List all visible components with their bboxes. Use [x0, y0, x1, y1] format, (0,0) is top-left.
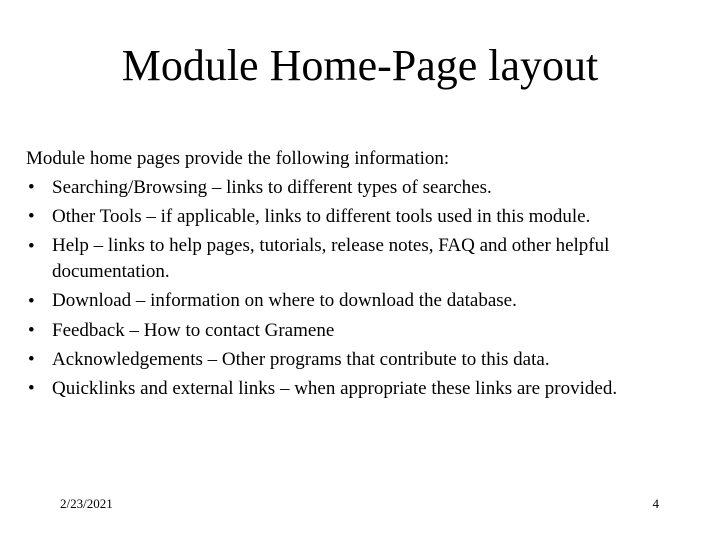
slide-body: [26, 144, 706, 404]
bullet-text: Quicklinks and external links – when appropriate these links are provided.: [52, 378, 618, 399]
list-item: [26, 316, 706, 345]
bullet-text: Feedback – How to contact Gramene: [52, 319, 335, 341]
list-item: [26, 173, 706, 202]
bullet-icon: •: [28, 235, 35, 257]
bullet-icon: •: [28, 320, 35, 341]
list-item: [26, 202, 706, 231]
bullet-icon: •: [28, 177, 35, 199]
intro-text: Module home pages provide the following information:: [26, 148, 450, 169]
footer-date: 2/23/2021: [60, 496, 113, 511]
bullet-list: [26, 173, 706, 403]
bullet-icon: •: [28, 290, 35, 312]
bullet-text: Acknowledgements – Other programs that contribute to this data.: [52, 348, 550, 370]
bullet-text: Searching/Browsing – links to different types of searches.: [52, 176, 492, 198]
list-item: [26, 374, 706, 403]
list-item: [26, 232, 706, 287]
page-number: 4: [652, 496, 659, 511]
bullet-text: Other Tools – if applicable, links to different tools used in this module.: [52, 206, 591, 227]
bullet-icon: •: [28, 206, 35, 228]
list-item: [26, 345, 706, 374]
bullet-text: Download – information on where to download the database.: [52, 290, 517, 312]
bullet-icon: •: [28, 378, 35, 400]
slide-title: Module Home-Page layout: [121, 41, 599, 90]
list-item: [26, 287, 706, 316]
bullet-text: Help – links to help pages, tutorials, release notes, FAQ and other helpful documentation.: [52, 235, 610, 283]
bullet-icon: •: [28, 349, 35, 371]
